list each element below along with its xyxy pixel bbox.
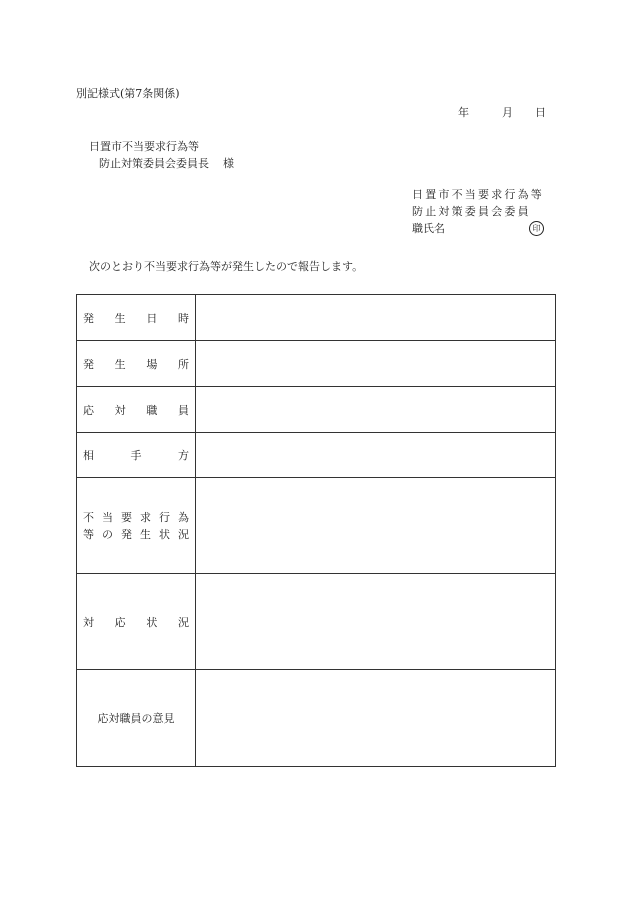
occurrence-datetime-label: 発 生 日 時: [77, 295, 196, 341]
table-row: [77, 387, 556, 433]
table-row: [77, 574, 556, 670]
sender-line2: 防止対策委員会委員: [412, 205, 531, 218]
date-month-label: 月: [502, 106, 513, 119]
date-line: [458, 104, 546, 120]
counterparty-label: 相 手 方: [77, 433, 196, 478]
occurrence-place-label: 発 生 場 所: [77, 341, 196, 387]
staff-opinion-label: 応対職員の意見: [77, 670, 196, 767]
table-row: [77, 478, 556, 574]
incident-situation-label: 不 当 要 求 行 為 等 の 発 生 状 況: [77, 478, 196, 574]
report-table: [76, 294, 556, 767]
occurrence-place-field[interactable]: [196, 341, 556, 387]
responding-staff-field[interactable]: [196, 387, 556, 433]
addressee-title: 防止対策委員会委員長: [99, 157, 209, 170]
addressee-honorific: 様: [223, 157, 234, 170]
response-status-label: 対 応 状 況: [77, 574, 196, 670]
sender-block: [412, 186, 548, 237]
table-row: [77, 341, 556, 387]
sender-line1: 日置市不当要求行為等: [412, 188, 544, 201]
incident-situation-field[interactable]: [196, 478, 556, 574]
occurrence-datetime-field[interactable]: [196, 295, 556, 341]
table-row: [77, 433, 556, 478]
sender-name-row: [412, 220, 548, 237]
date-day-label: 日: [535, 106, 546, 119]
sender-name-label: 職氏名: [412, 222, 445, 235]
form-title: 別記様式(第7条関係): [76, 87, 180, 100]
addressee-line2: [89, 155, 234, 172]
staff-opinion-field[interactable]: [196, 670, 556, 767]
table-row: [77, 670, 556, 767]
counterparty-field[interactable]: [196, 433, 556, 478]
report-statement: 次のとおり不当要求行為等が発生したので報告します。: [89, 260, 364, 273]
response-status-field[interactable]: [196, 574, 556, 670]
responding-staff-label: 応 対 職 員: [77, 387, 196, 433]
seal-mark: 印: [529, 221, 544, 236]
addressee-line1: 日置市不当要求行為等: [89, 140, 199, 153]
addressee-block: [89, 138, 234, 172]
date-year-label: 年: [458, 106, 469, 119]
table-row: [77, 295, 556, 341]
